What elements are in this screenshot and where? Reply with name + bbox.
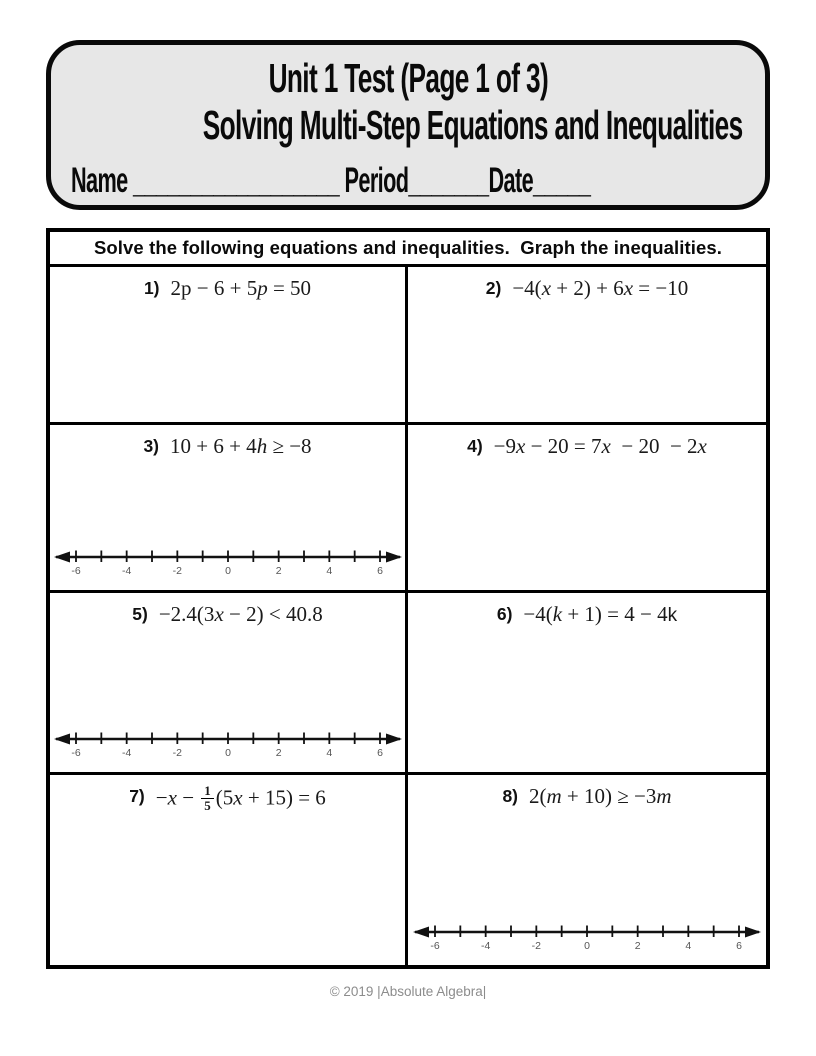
svg-text:2: 2 — [275, 565, 282, 577]
svg-text:-6: -6 — [70, 565, 81, 577]
problem-cell-5 — [50, 593, 408, 772]
svg-text:6: 6 — [736, 940, 742, 952]
problem-cell-7 — [50, 775, 408, 965]
instructions-bar: Solve the following equations and inequalities. Graph the inequalities. — [50, 232, 766, 267]
problem-cell-3 — [50, 425, 408, 590]
svg-text:4: 4 — [325, 565, 332, 577]
equation: −4(x + 2) + 6x = −10 — [512, 276, 689, 300]
name-period-date-row — [71, 161, 751, 201]
page-title — [51, 55, 765, 101]
problem-number: 1) — [143, 278, 160, 298]
problem-cell-1 — [50, 267, 408, 422]
svg-text:4: 4 — [685, 940, 692, 952]
svg-text:4: 4 — [325, 747, 332, 759]
period-blank: _______ — [408, 161, 489, 200]
svg-text:2: 2 — [275, 747, 282, 759]
svg-text:-2: -2 — [172, 565, 182, 577]
svg-text:-2: -2 — [531, 940, 542, 952]
number-line — [412, 918, 762, 954]
equation: −9x − 20 = 7x − 20 − 2x — [493, 434, 707, 458]
page-subtitle-text: Solving Multi-Step Equations and Inequalities — [202, 102, 743, 148]
problem-cell-2 — [408, 267, 766, 422]
svg-text:0: 0 — [224, 747, 231, 759]
date-label: Date — [488, 161, 534, 200]
svg-text:6: 6 — [376, 747, 383, 759]
equation: −x − $\frac{1}{5}$ (5x + 15) = 6 — [155, 783, 326, 814]
svg-text:-4: -4 — [121, 565, 131, 577]
problem-cell-6 — [408, 593, 766, 772]
svg-text:0: 0 — [584, 940, 590, 952]
worksheet-header — [46, 40, 770, 210]
equation: −4(k + 1) = 4 − 4k — [523, 602, 678, 626]
problem-number: 8) — [502, 786, 518, 806]
period-label: Period — [339, 161, 409, 200]
problem-cell-8 — [408, 775, 766, 965]
name-blank: __________________ — [133, 161, 340, 200]
svg-text:-2: -2 — [172, 747, 182, 759]
svg-text:-6: -6 — [430, 940, 440, 952]
svg-text:6: 6 — [376, 565, 383, 577]
svg-text:-6: -6 — [70, 747, 81, 759]
equation: 2p − 6 + 5p = 50 — [170, 276, 312, 300]
problem-number: 5) — [132, 604, 148, 624]
fraction: $\frac{1}{5}$ — [201, 784, 214, 814]
page-subtitle — [51, 101, 765, 149]
svg-text:-4: -4 — [480, 940, 491, 952]
problems-table — [46, 228, 770, 969]
problem-number: 7) — [129, 786, 145, 806]
number-line — [53, 543, 403, 579]
footer-credit: © 2019 |Absolute Algebra| — [329, 984, 487, 999]
svg-text:2: 2 — [634, 940, 641, 952]
problem-number: 3) — [143, 436, 159, 456]
problem-number: 6) — [496, 604, 513, 624]
problem-cell-4 — [408, 425, 766, 590]
problem-number: 4) — [467, 436, 483, 456]
table-row — [50, 593, 766, 775]
name-label: Name — [71, 161, 134, 200]
problem-number: 2) — [485, 278, 502, 298]
equation: 10 + 6 + 4h ≥ −8 — [170, 434, 312, 458]
number-line — [53, 725, 403, 761]
svg-text:0: 0 — [224, 565, 231, 577]
svg-text:-4: -4 — [121, 747, 131, 759]
table-row — [50, 775, 766, 965]
table-row — [50, 267, 766, 425]
date-blank: _____ — [533, 161, 591, 200]
equation: 2(m + 10) ≥ −3m — [529, 784, 672, 808]
table-row — [50, 425, 766, 593]
equation: −2.4(3x − 2) < 40.8 — [158, 602, 323, 626]
name-period-date-text — [71, 161, 590, 201]
page-title-text: Unit 1 Test (Page 1 of 3) — [268, 55, 548, 101]
